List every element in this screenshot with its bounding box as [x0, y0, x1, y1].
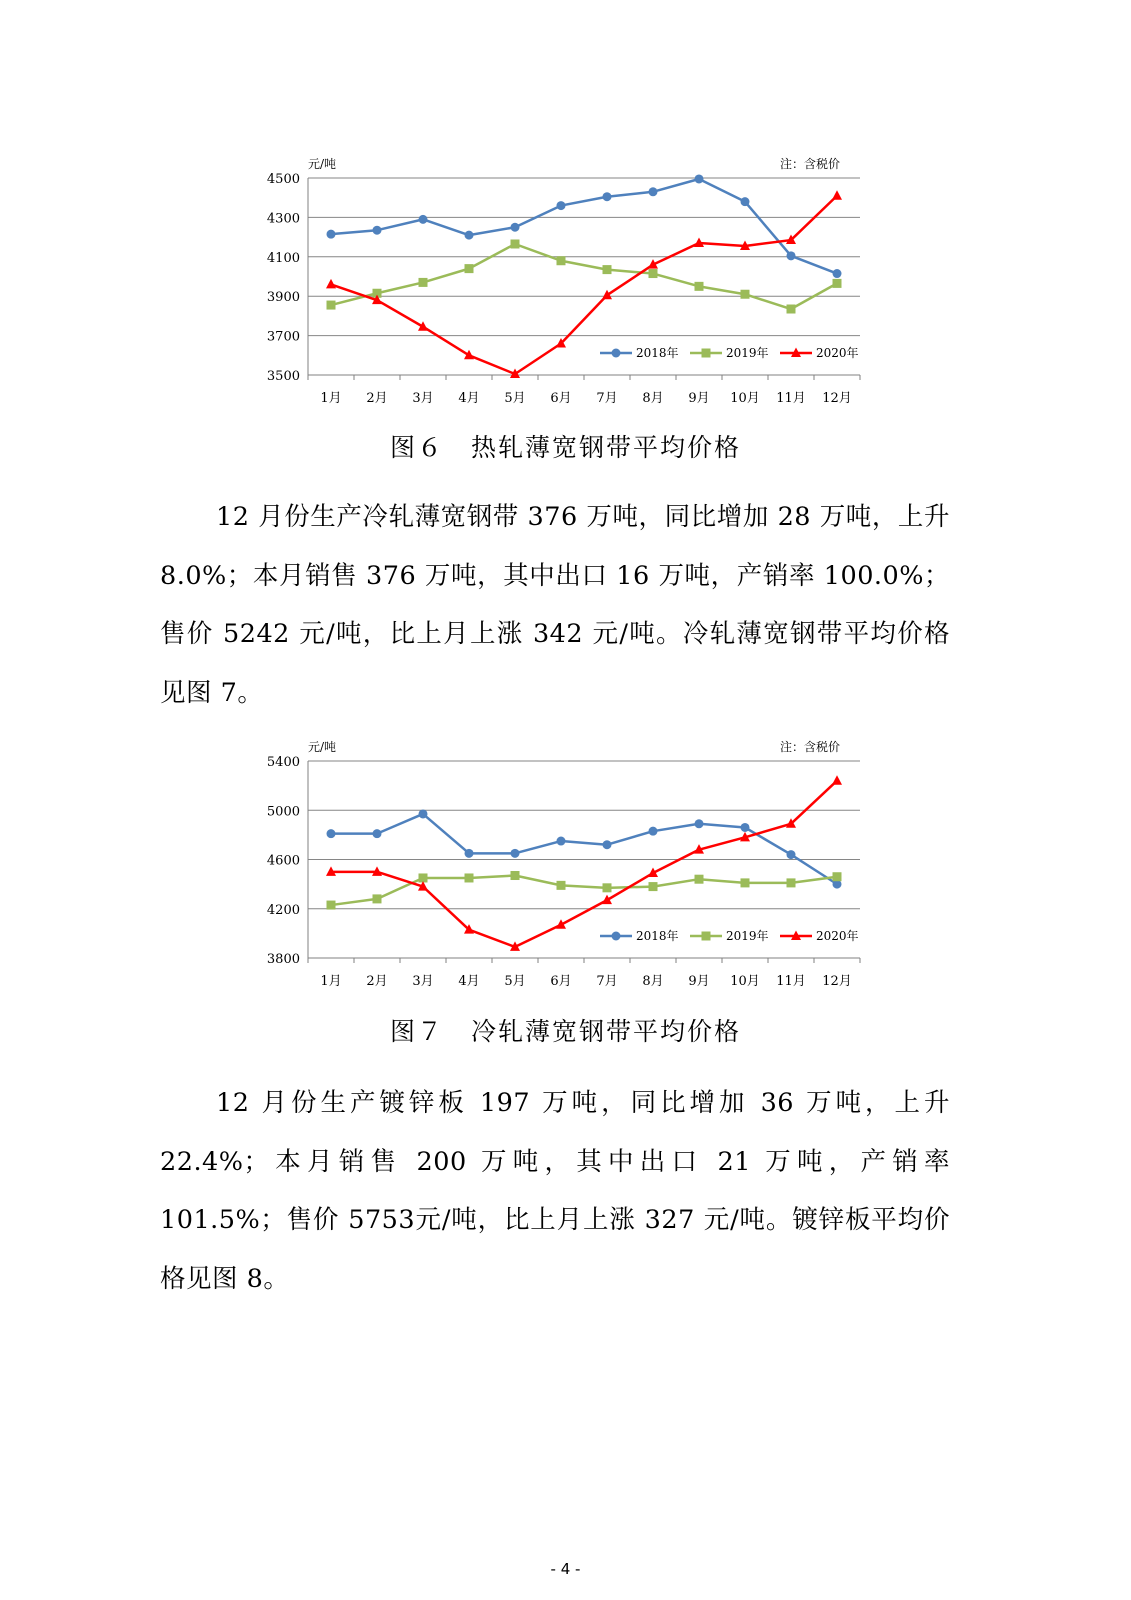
x-tick-label: 4月 [458, 391, 480, 406]
data-point [327, 230, 336, 239]
legend-entry [690, 928, 769, 943]
x-tick-label: 1月 [320, 391, 342, 406]
x-tick-label: 11月 [776, 391, 806, 406]
data-point [603, 265, 612, 274]
data-point [741, 197, 750, 206]
legend-swatch-marker [612, 932, 621, 941]
legend-label: 2020年 [816, 929, 859, 943]
x-tick-label: 9月 [688, 974, 710, 989]
data-point [327, 829, 336, 838]
data-point [695, 282, 704, 291]
legend-swatch-marker [702, 932, 711, 941]
data-point [695, 819, 704, 828]
x-tick-label: 1月 [320, 974, 342, 989]
page-number: - 4 - [550, 1560, 581, 1578]
data-point [833, 872, 842, 881]
data-point [649, 269, 658, 278]
legend-swatch-marker [612, 349, 621, 358]
series-2019年 [327, 871, 842, 910]
series-line [331, 876, 837, 906]
x-tick-label: 6月 [550, 391, 572, 406]
series-line [331, 814, 837, 884]
y-tick-label: 3500 [266, 369, 300, 384]
x-tick-label: 12月 [822, 974, 852, 989]
y-tick-label: 4600 [266, 853, 300, 869]
data-point [465, 873, 474, 882]
y-tick-label: 3900 [266, 290, 300, 306]
x-tick-label: 9月 [688, 391, 710, 406]
x-tick-label: 3月 [412, 974, 434, 989]
data-point [602, 290, 612, 300]
data-point [649, 827, 658, 836]
data-point [649, 882, 658, 891]
data-point [557, 256, 566, 265]
data-point [327, 901, 336, 910]
x-tick-label: 2月 [366, 391, 388, 406]
data-point [741, 290, 750, 299]
legend-swatch-marker [702, 349, 711, 358]
legend-entry [780, 928, 859, 943]
data-point [603, 840, 612, 849]
legend-label: 2018年 [636, 346, 679, 360]
x-tick-label: 5月 [504, 391, 526, 406]
data-point [833, 269, 842, 278]
x-tick-label: 2月 [366, 974, 388, 989]
data-point [419, 215, 428, 224]
data-point [465, 849, 474, 858]
y-tick-label: 4200 [266, 902, 300, 918]
x-tick-label: 8月 [642, 974, 664, 989]
data-point [832, 190, 842, 200]
figure-6-caption: 图６ 热轧薄宽钢带平均价格 [389, 433, 741, 462]
legend-label: 2020年 [816, 346, 859, 360]
hot-rolled-price-chart-svg [248, 150, 878, 410]
series-2019年 [327, 239, 842, 313]
y-tick-label: 5000 [266, 804, 300, 820]
data-point [741, 823, 750, 832]
data-point [511, 849, 520, 858]
legend-entry [690, 345, 769, 360]
data-point [327, 301, 336, 310]
legend-entry [780, 345, 859, 360]
data-point [557, 837, 566, 846]
hot-rolled-price-chart [248, 150, 878, 410]
data-point [787, 251, 796, 260]
x-tick-label: 10月 [730, 974, 760, 989]
x-tick-label: 5月 [504, 974, 526, 989]
data-point [373, 226, 382, 235]
data-point [419, 278, 428, 287]
series-line [331, 244, 837, 309]
x-tick-label: 10月 [730, 391, 760, 406]
data-point [741, 878, 750, 887]
data-point [557, 881, 566, 890]
x-tick-label: 6月 [550, 974, 572, 989]
y-tick-label: 3800 [266, 952, 300, 967]
x-tick-label: 7月 [596, 391, 618, 406]
data-point [695, 174, 704, 183]
data-point [832, 775, 842, 785]
y-tick-label: 3700 [266, 329, 300, 345]
data-point [373, 829, 382, 838]
data-point [787, 850, 796, 859]
data-point [465, 231, 474, 240]
data-point [465, 264, 474, 273]
legend-entry [600, 345, 679, 360]
series-line [331, 781, 837, 947]
x-tick-label: 4月 [458, 974, 480, 989]
x-tick-label: 11月 [776, 974, 806, 989]
x-tick-label: 3月 [412, 391, 434, 406]
series-2020年 [326, 775, 842, 951]
series-line [331, 179, 837, 274]
legend-label: 2019年 [726, 346, 769, 360]
y-tick-label: 4300 [266, 211, 300, 227]
series-2018年 [327, 809, 842, 888]
legend-entry [600, 928, 679, 943]
y-tick-label: 5400 [266, 755, 300, 770]
data-point [373, 894, 382, 903]
data-point [695, 875, 704, 884]
figure-7-caption: 图７ 冷轧薄宽钢带平均价格 [389, 1017, 741, 1046]
data-point [419, 809, 428, 818]
tax-note: 注：含税价 [779, 740, 840, 754]
legend-label: 2018年 [636, 929, 679, 943]
x-tick-label: 12月 [822, 391, 852, 406]
data-point [603, 883, 612, 892]
data-point [326, 279, 336, 289]
y-tick-label: 4100 [266, 250, 300, 266]
data-point [649, 187, 658, 196]
data-point [511, 223, 520, 232]
galvanized-paragraph: 12 月份生产镀锌板 197 万吨，同比增加 36 万吨，上升 22.4%；本月销售 200 万吨，其中出口 21 万吨，产销率 101.5%；售价 5753元/吨，比上月上涨 327 元/吨。镀锌板平均价格见图 8。 [160, 1088, 950, 1294]
data-point [557, 201, 566, 210]
cold-rolled-paragraph: 12 月份生产冷轧薄宽钢带 376 万吨，同比增加 28 万吨，上升8.0%；本月销售 376 万吨，其中出口 16 万吨，产销率 100.0%；售价 5242 元/吨，比上月上涨 342 元/吨。冷轧薄宽钢带平均价格见图 7。 [160, 502, 950, 708]
x-tick-label: 7月 [596, 974, 618, 989]
y-tick-label: 4500 [266, 172, 300, 187]
data-point [603, 192, 612, 201]
cold-rolled-price-chart [248, 733, 878, 993]
legend-label: 2019年 [726, 929, 769, 943]
data-point [787, 878, 796, 887]
y-unit-label: 元/吨 [308, 740, 337, 754]
data-point [511, 239, 520, 248]
x-tick-label: 8月 [642, 391, 664, 406]
data-point [787, 305, 796, 314]
tax-note: 注：含税价 [779, 157, 840, 171]
cold-rolled-price-chart-svg [248, 733, 878, 993]
y-unit-label: 元/吨 [308, 157, 337, 171]
series-2018年 [327, 174, 842, 278]
data-point [833, 279, 842, 288]
data-point [511, 871, 520, 880]
